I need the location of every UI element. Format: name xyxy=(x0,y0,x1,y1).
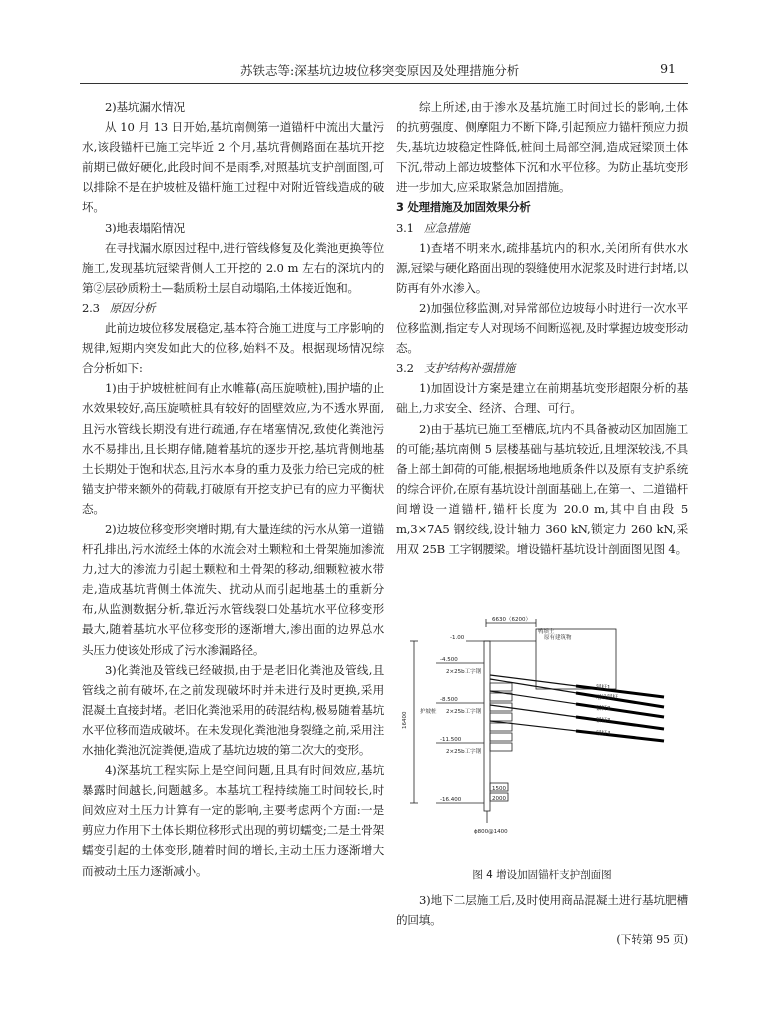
para: 2)由于基坑已施工至槽底,坑内不具备被动区加固施工的可能;基坑南侧 5 层楼基础与基坑较近,且埋深较浅,不具备上部土卸荷的可能,根据场地地质条件以及原有支护系统的综合评价,在原有基坑设计剖面基础上,在第一、二道锚杆间增设一道锚杆,锚杆长度为 20.0 m,其中自由段 5 m,3×7A5 钢绞线,设计轴力 360 kN,锁定力 260 kN,采用双 25B 工字钢腰梁。增设锚杆基坑设计剖面图见图 4。 xyxy=(396,421,688,557)
para: 从 10 月 13 日开始,基坑南侧第一道锚杆中流出大量污水,该段锚杆已施工完毕近 2 个月,基坑背侧路面在基坑开挖前期已做好硬化,此段时间不是雨季,对照基坑支护剖面图,可以排除不是在护坡桩及锚杆施工过程中对附近管线造成的破坏。 xyxy=(82,120,384,215)
top-dim-label: 6630（6200） xyxy=(492,617,531,623)
para: 3)地表塌陷情况 xyxy=(105,220,185,235)
para: 综上所述,由于渗水及基坑施工时间过长的影响,土体的抗剪强度、侧摩阻力不断下降,引起预应力锚杆预应力损失,基坑边坡稳定性降低,桩间土局部空洞,造成冠梁顶土体下沉,带动上部边坡整体下沉和水平位移。为防止基坑变形进一步加大,应采取紧急加固措施。 xyxy=(396,100,688,195)
anchor-label: 锚杆3 xyxy=(596,718,611,724)
para: 4)深基坑工程实际上是空间问题,且具有时间效应,基坑暴露时间越长,问题越多。本基坑工程持续施工时间较长,时间效应对土压力计算有一定的影响,主要考虑两个方面:一是剪应力作用下土体长期位移形式出现的剪切蠕变;二是土骨架蠕变引起的土体变形,随着时间的增长,主动土压力逐渐增大而被动土压力逐渐减小。 xyxy=(82,763,384,878)
para: 1)由于护坡桩桩间有止水帷幕(高压旋喷桩),围护墙的止水效果较好,高压旋喷桩具有较好的固壁效应,为不透水界面,且污水管线长期没有进行疏通,存在堵塞情况,致使化粪池污水不易排出,且长期存储,随着基坑的逐步开挖,基坑背侧地基土长期处于饱和状态,且污水本身的重力及张力给已完成的桩锚支护带来额外的荷载,打破原有开挖支护已有的应力平衡状态。 xyxy=(82,381,384,516)
anchor-label: 锚杆4 xyxy=(596,731,611,737)
para: 此前边坡位移发展稳定,基本符合施工进度与工序影响的规律,短期内突发如此大的位移,始料不及。根据现场情况综合分析如下: xyxy=(82,321,384,376)
anchor-label: 锚杆1 xyxy=(596,685,611,691)
right-column xyxy=(396,97,688,559)
para: 2)边坡位移变形突增时期,有大量连续的污水从第一道锚杆孔排出,污水流经土体的水流会对土颗粒和土骨架施加渗流力,过大的渗流力引起土颗粒和土骨架的移动,细颗粒被水带走,造成基坑背侧土体流失、扰动从而引起地基土的重新分布,从监测数据分析,靠近污水管线裂口处基坑水平位移变形最大,随着基坑水平位移变形的逐渐增大,渗出面的边界总水头压力使该处形成了污水渗漏路径。 xyxy=(82,521,384,657)
anchor-label: 增设锚杆 xyxy=(596,695,619,701)
running-header xyxy=(80,59,688,84)
level-label: -4.500 xyxy=(440,657,458,663)
retaining-pile xyxy=(484,641,490,811)
header-title: 苏铁志等:深基坑边坡位移突变原因及处理措施分析 xyxy=(240,63,520,78)
pile-label: 护坡桩 xyxy=(420,709,437,715)
subsection-heading: 2.3 原因分析 xyxy=(82,300,156,315)
para: 2)加强位移监测,对异常部位边坡每小时进行一次水平位移监测,指定专人对现场不间断巡视,及时掌握边坡变形动态。 xyxy=(396,300,688,356)
level-label: -1.00 xyxy=(450,635,465,641)
para: 3)地下二层施工后,及时使用商品混凝土进行基坑肥槽的回填。 xyxy=(396,893,688,928)
dim-label: 1500 xyxy=(492,786,506,792)
subsection-heading: 3.1 应急措施 xyxy=(396,220,470,235)
level-label: -16.400 xyxy=(440,797,462,803)
pile-spec-label: ϕ800@1400 xyxy=(474,829,508,835)
after-figure-text xyxy=(396,890,688,950)
beam-label: 2×25b工字钢 xyxy=(446,749,482,755)
subsection-heading: 3.2 支护结构补强措施 xyxy=(396,361,515,376)
section-drawing xyxy=(396,593,688,848)
level-label: -8.500 xyxy=(440,697,458,703)
anchor-label: 锚杆2 xyxy=(596,706,611,712)
para: 2)基坑漏水情况 xyxy=(105,100,185,114)
page-number: 91 xyxy=(660,61,676,76)
beam-label: 2×25b工字钢 xyxy=(446,709,482,715)
para: 在寻找漏水原因过程中,进行管线修复及化粪池更换等位施工,发现基坑冠梁背侧人工开挖的 2.0 m 左右的深坑内的第②层砂质粉土—黏质粉土层自动塌陷,土体接近饱和。 xyxy=(82,240,384,295)
dim-label: 2000 xyxy=(492,796,506,802)
continued-note: (下转第 95 页) xyxy=(616,933,688,947)
left-column xyxy=(82,97,384,881)
level-label: -11.500 xyxy=(440,737,462,743)
para: 3)化粪池及管线已经破损,由于是老旧化粪池及管线,且管线之前有破坏,在之前发现破坏时并未进行及时更换,采用混凝土直接封堵。老旧化粪池采用的砖混结构,极易随着基坑水平位移而造成破坏。在未发现化粪池池身裂缝之前,采用注水抽化粪池沉淀粪便,造成了基坑边坡的第二次大的变形。 xyxy=(82,662,384,757)
para: 1)查堵不明来水,疏排基坑内的积水,关闭所有供水水源,冠梁与硬化路面出现的裂缝使用水泥浆及时进行封堵,以防再有外水渗入。 xyxy=(396,240,688,295)
anchor-bonded-sections xyxy=(576,686,664,741)
beam-label: 2×25b工字钢 xyxy=(446,669,482,675)
left-dim-label: 16400 xyxy=(402,711,408,729)
section-heading: 3 处理措施及加固效果分析 xyxy=(396,200,531,215)
building-label: 原有建筑物 xyxy=(544,635,572,641)
figure-4 xyxy=(396,593,688,848)
para: 1)加固设计方案是建立在前期基坑变形超限分析的基础上,力求安全、经济、合理、可行。 xyxy=(396,381,688,416)
figure-caption: 图 4 增设加固锚杆支护剖面图 xyxy=(472,869,612,881)
soil-label: 鸭填土 xyxy=(538,629,555,635)
